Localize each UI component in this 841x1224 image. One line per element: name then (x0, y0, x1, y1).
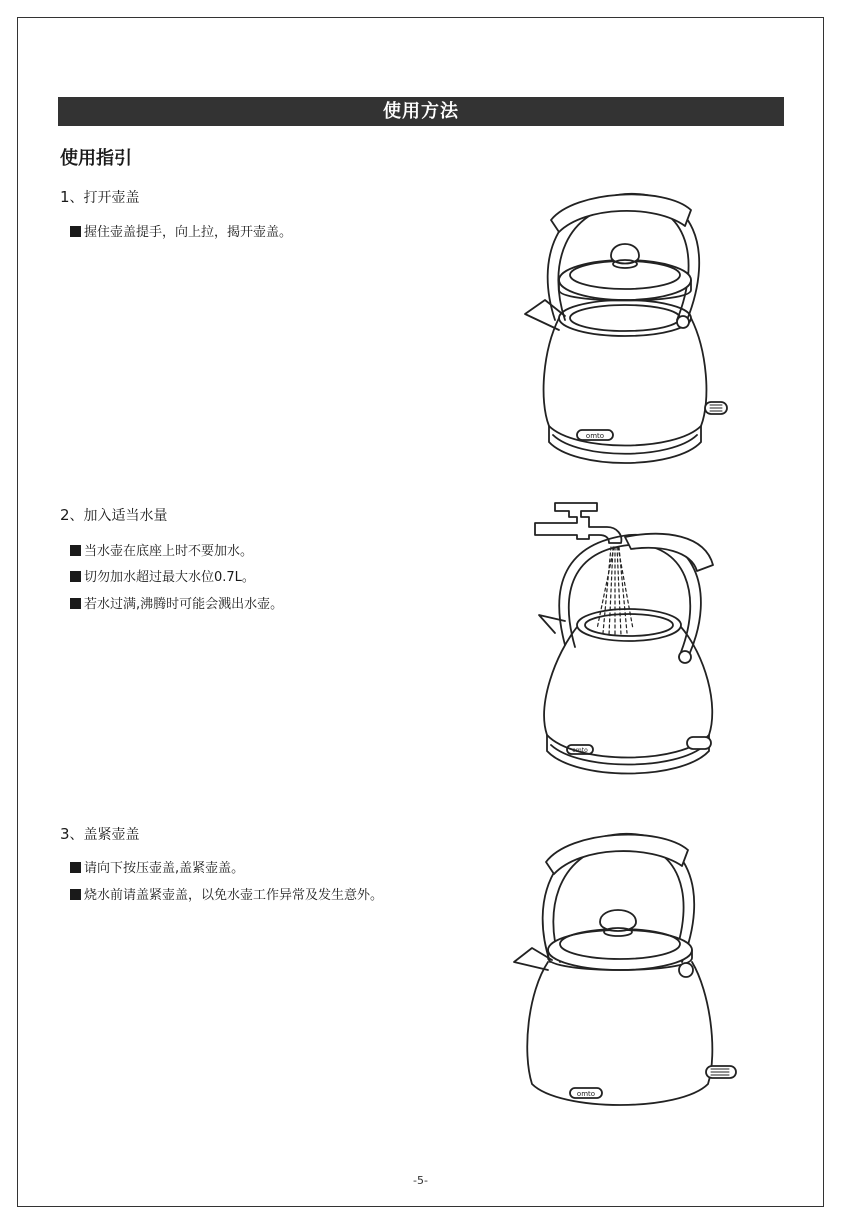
kettle-lid-open-illustration (515, 180, 755, 475)
brand-logo: omto (576, 1090, 596, 1098)
bullet-text: 当水壶在底座上时不要加水。 (84, 544, 254, 559)
step-2-bullet-1 (70, 540, 253, 559)
step-title: 、加入适当水量 (69, 508, 168, 524)
step-3-heading (60, 824, 140, 844)
section-title-bar: 使用方法 (58, 97, 784, 126)
step-1-bullet-1 (70, 221, 292, 240)
bullet-square-icon (70, 862, 81, 873)
step-number: 2 (60, 506, 70, 524)
brand-logo: omto (572, 747, 588, 754)
bullet-square-icon (70, 889, 81, 900)
step-title: 、盖紧壶盖 (69, 827, 140, 843)
step-title: 、打开壶盖 (69, 190, 140, 206)
kettle-fill-water-illustration (525, 495, 755, 790)
bullet-text: 请向下按压壶盖,盖紧壶盖。 (84, 861, 245, 876)
bullet-text: 握住壶盖提手，向上拉，揭开壶盖。 (84, 225, 293, 240)
step-number: 1 (60, 188, 70, 206)
step-number: 3 (60, 825, 70, 843)
step-3-bullet-1 (70, 857, 244, 876)
guide-title: 使用指引 (60, 148, 132, 169)
kettle-lid-closed-illustration (510, 822, 750, 1114)
step-2-bullet-3 (70, 593, 283, 612)
page-number: -5- (413, 1174, 428, 1187)
bullet-text: 烧水前请盖紧壶盖，以免水壶工作异常及发生意外。 (84, 888, 384, 903)
step-1-heading (60, 187, 140, 207)
bullet-square-icon (70, 545, 81, 556)
bullet-square-icon (70, 226, 81, 237)
step-2-heading (60, 505, 168, 525)
step-3-bullet-2 (70, 884, 383, 903)
brand-logo: omto (585, 432, 605, 440)
bullet-square-icon (70, 598, 81, 609)
bullet-text: 切勿加水超过最大水位0.7L。 (84, 570, 255, 585)
bullet-square-icon (70, 571, 81, 582)
step-2-bullet-2 (70, 566, 255, 585)
bullet-text: 若水过满,沸腾时可能会溅出水壶。 (84, 597, 284, 612)
